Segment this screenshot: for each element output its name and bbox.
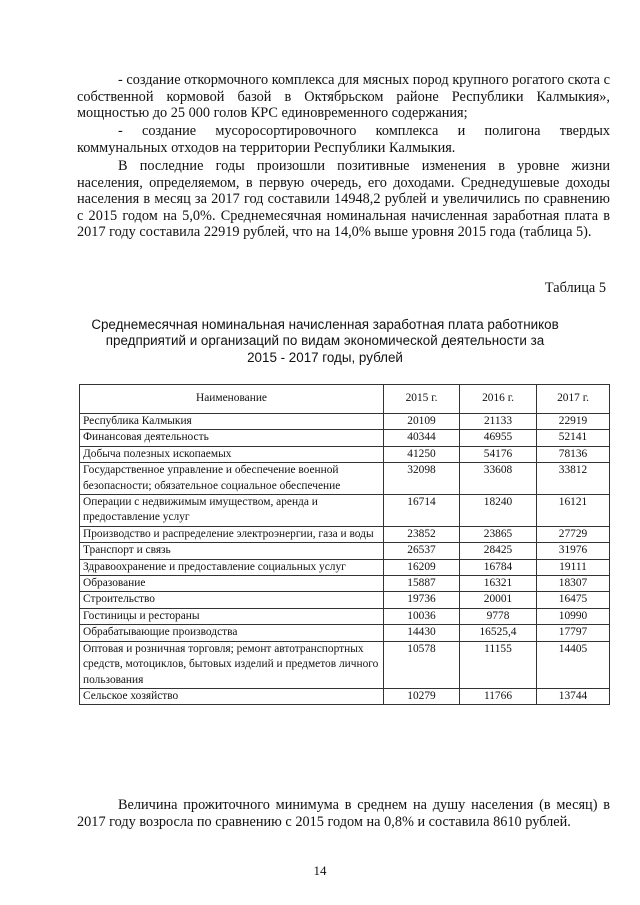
cell-salary-value: 16321 [460,576,537,592]
cell-salary-value: 54176 [460,446,537,462]
cell-activity-name: Операции с недвижимым имуществом, аренда и предоставление услуг [80,495,384,527]
cell-salary-value: 41250 [384,446,460,462]
cell-salary-value: 13744 [537,688,610,704]
table-row [80,625,610,641]
cell-salary-value: 17797 [537,625,610,641]
paragraph-income-overview: В последние годы произошли позитивные изменения в уровне жизни населения, определяемом, в первую очередь, его доходами. Среднедушевые доходы населения в месяц за 2017 год составили 14948,2 рублей и увеличились по сравнению с 2015 годом на 5,0%. Среднемесячная номинальная начисленная заработная плата в 2017 году составила 22919 рублей, что на 14,0% выше уровня 2015 года (таблица 5). [77,158,610,241]
cell-activity-name: Сельское хозяйство [80,688,384,704]
cell-salary-value: 14405 [537,641,610,688]
table-row [80,608,610,624]
table-row [80,543,610,559]
cell-activity-name: Республика Калмыкия [80,414,384,430]
header-name: Наименование [80,385,384,414]
table-row [80,495,610,527]
cell-salary-value: 52141 [537,430,610,446]
cell-salary-value: 19736 [384,592,460,608]
cell-salary-value: 18307 [537,576,610,592]
cell-salary-value: 9778 [460,608,537,624]
cell-salary-value: 22919 [537,414,610,430]
cell-salary-value: 10990 [537,608,610,624]
cell-salary-value: 16784 [460,559,537,575]
cell-salary-value: 26537 [384,543,460,559]
cell-salary-value: 10279 [384,688,460,704]
cell-salary-value: 33812 [537,463,610,495]
table-row [80,576,610,592]
table-caption: Таблица 5 [544,280,606,296]
table-title: Среднемесячная номинальная начисленная заработная плата работников предприятий и организаций по видам экономической деятельности за 2015 - 2017 годы, рублей [91,317,559,365]
cell-salary-value: 10036 [384,608,460,624]
cell-salary-value: 33608 [460,463,537,495]
cell-salary-value: 46955 [460,430,537,446]
table-row [80,641,610,688]
salary-table [79,384,610,705]
cell-activity-name: Здравоохранение и предоставление социальных услуг [80,559,384,575]
cell-salary-value: 32098 [384,463,460,495]
cell-salary-value: 18240 [460,495,537,527]
cell-activity-name: Строительство [80,592,384,608]
table-row [80,463,610,495]
cell-salary-value: 16209 [384,559,460,575]
paragraph-feedlot-project: - создание откормочного комплекса для мясных пород крупного рогатого скота с собственной кормовой базой в Октябрьском районе Республики Калмыкия», мощностью до 25 000 голов КРС единовременного содержания; [77,72,610,122]
table-header-row [80,385,610,414]
header-2015: 2015 г. [384,385,460,414]
cell-salary-value: 78136 [537,446,610,462]
table-row [80,688,610,704]
cell-salary-value: 23865 [460,526,537,542]
cell-salary-value: 10578 [384,641,460,688]
cell-salary-value: 20001 [460,592,537,608]
cell-salary-value: 16121 [537,495,610,527]
table-row [80,430,610,446]
cell-activity-name: Добыча полезных ископаемых [80,446,384,462]
paragraph-subsistence-minimum: Величина прожиточного минимума в среднем на душу населения (в месяц) в 2017 году возросла по сравнению с 2015 годом на 0,8% и составила 8610 рублей. [77,797,610,830]
salary-table-container [79,384,609,705]
cell-activity-name: Транспорт и связь [80,543,384,559]
cell-activity-name: Гостиницы и рестораны [80,608,384,624]
cell-activity-name: Государственное управление и обеспечение военной безопасности; обязательное социальное обеспечение [80,463,384,495]
cell-activity-name: Образование [80,576,384,592]
cell-activity-name: Производство и распределение электроэнергии, газа и воды [80,526,384,542]
cell-salary-value: 28425 [460,543,537,559]
table-row [80,559,610,575]
cell-salary-value: 16525,4 [460,625,537,641]
cell-salary-value: 40344 [384,430,460,446]
table-body [80,414,610,705]
cell-salary-value: 16475 [537,592,610,608]
cell-salary-value: 20109 [384,414,460,430]
page-number: 14 [313,863,327,878]
cell-activity-name: Оптовая и розничная торговля; ремонт автотранспортных средств, мотоциклов, бытовых изделий и предметов личного пользования [80,641,384,688]
cell-salary-value: 23852 [384,526,460,542]
cell-salary-value: 14430 [384,625,460,641]
cell-salary-value: 11766 [460,688,537,704]
cell-salary-value: 19111 [537,559,610,575]
cell-salary-value: 31976 [537,543,610,559]
header-2016: 2016 г. [460,385,537,414]
paragraph-waste-sorting-project: - создание мусоросортировочного комплекса и полигона твердых коммунальных отходов на территории Республики Калмыкия. [77,123,610,156]
header-2017: 2017 г. [537,385,610,414]
cell-activity-name: Финансовая деятельность [80,430,384,446]
table-row [80,446,610,462]
cell-salary-value: 15887 [384,576,460,592]
cell-salary-value: 11155 [460,641,537,688]
cell-salary-value: 16714 [384,495,460,527]
cell-activity-name: Обрабатывающие производства [80,625,384,641]
cell-salary-value: 21133 [460,414,537,430]
table-row [80,414,610,430]
table-row [80,526,610,542]
table-row [80,592,610,608]
cell-salary-value: 27729 [537,526,610,542]
